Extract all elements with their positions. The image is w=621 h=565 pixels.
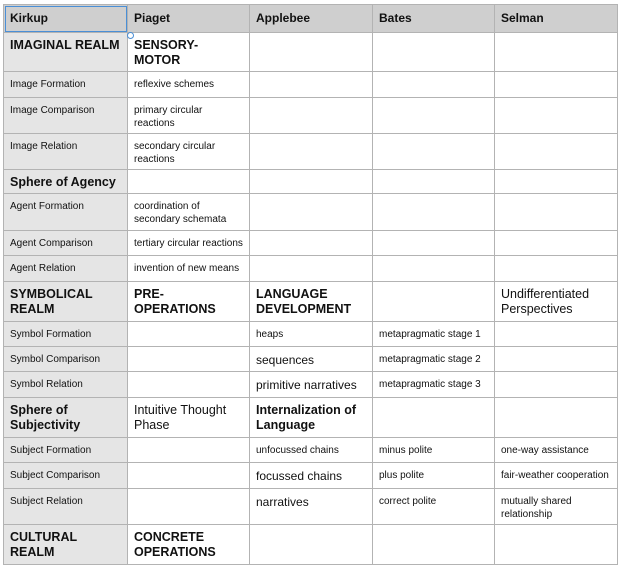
table-cell[interactable]: Image Comparison [4,98,128,134]
table-cell[interactable]: Image Formation [4,72,128,98]
header-row [4,5,618,33]
table-row [4,134,618,170]
header-kirkup[interactable]: Kirkup [4,5,128,33]
table-row [4,256,618,282]
table-cell[interactable] [495,347,618,372]
table-cell[interactable] [250,170,373,194]
table-cell[interactable] [495,134,618,170]
table-cell[interactable] [495,525,618,565]
table-cell[interactable]: Internalization of Language [250,398,373,438]
table-row [4,398,618,438]
header-applebee[interactable]: Applebee [250,5,373,33]
developmental-stages-table [3,4,618,565]
header-bates[interactable]: Bates [373,5,495,33]
table-cell[interactable]: heaps [250,322,373,347]
table-cell[interactable]: Subject Formation [4,438,128,463]
table-cell[interactable]: Symbol Relation [4,372,128,398]
table-cell[interactable]: correct polite [373,489,495,525]
table-cell[interactable] [495,33,618,72]
table-cell[interactable] [373,231,495,256]
table-row [4,282,618,322]
table-row [4,438,618,463]
table-row [4,170,618,194]
table-cell[interactable]: Agent Formation [4,194,128,231]
table-cell[interactable] [250,525,373,565]
table-cell[interactable] [250,256,373,282]
table-cell[interactable] [373,170,495,194]
table-cell[interactable]: invention of new means [128,256,250,282]
table-cell[interactable] [373,398,495,438]
table-row [4,322,618,347]
table-cell[interactable] [373,72,495,98]
table-row [4,489,618,525]
table-cell[interactable]: Symbol Comparison [4,347,128,372]
table-cell[interactable]: narratives [250,489,373,525]
table-cell[interactable]: metapragmatic stage 2 [373,347,495,372]
table-cell[interactable] [373,98,495,134]
table-row [4,33,618,72]
table-cell[interactable]: secondary circular reactions [128,134,250,170]
table-cell[interactable]: SENSORY-MOTOR [128,33,250,72]
spreadsheet-wrapper [3,4,618,565]
table-cell[interactable] [250,134,373,170]
table-cell[interactable] [128,438,250,463]
table-cell[interactable] [495,98,618,134]
table-cell[interactable] [250,194,373,231]
table-cell[interactable] [495,72,618,98]
table-cell[interactable]: unfocussed chains [250,438,373,463]
table-cell[interactable] [373,33,495,72]
table-cell[interactable]: minus polite [373,438,495,463]
header-selman[interactable]: Selman [495,5,618,33]
table-cell[interactable] [128,322,250,347]
table-cell[interactable] [128,347,250,372]
table-cell[interactable]: Symbol Formation [4,322,128,347]
table-row [4,194,618,231]
table-row [4,525,618,565]
table-row [4,98,618,134]
table-row [4,463,618,489]
table-cell[interactable] [250,98,373,134]
table-cell[interactable]: Undifferentiated Perspectives [495,282,618,322]
table-row [4,347,618,372]
table-cell[interactable]: IMAGINAL REALM [4,33,128,72]
table-cell[interactable] [495,231,618,256]
table-row [4,72,618,98]
table-cell[interactable]: CONCRETE OPERATIONS [128,525,250,565]
header-piaget[interactable]: Piaget [128,5,250,33]
table-cell[interactable] [373,525,495,565]
table-body [4,33,618,565]
table-cell[interactable]: Subject Relation [4,489,128,525]
table-cell[interactable] [495,398,618,438]
table-cell[interactable] [495,194,618,231]
table-cell[interactable]: metapragmatic stage 3 [373,372,495,398]
table-cell[interactable]: PRE-OPERATIONS [128,282,250,322]
table-cell[interactable]: sequences [250,347,373,372]
table-cell[interactable] [128,463,250,489]
table-cell[interactable] [128,170,250,194]
table-row [4,372,618,398]
table-cell[interactable] [495,170,618,194]
table-cell[interactable] [128,372,250,398]
table-cell[interactable]: reflexive schemes [128,72,250,98]
table-cell[interactable] [250,72,373,98]
table-cell[interactable]: Sphere of Agency [4,170,128,194]
table-cell[interactable] [373,282,495,322]
table-cell[interactable]: Agent Relation [4,256,128,282]
table-cell[interactable] [373,134,495,170]
table-cell[interactable] [495,256,618,282]
table-cell[interactable] [373,194,495,231]
table-cell[interactable] [495,322,618,347]
table-cell[interactable]: one-way assistance [495,438,618,463]
table-cell[interactable]: primary circular reactions [128,98,250,134]
table-cell[interactable]: LANGUAGE DEVELOPMENT [250,282,373,322]
table-cell[interactable]: Agent Comparison [4,231,128,256]
table-cell[interactable]: Subject Comparison [4,463,128,489]
table-cell[interactable]: primitive narratives [250,372,373,398]
table-cell[interactable]: Sphere of Subjectivity [4,398,128,438]
table-cell[interactable] [128,489,250,525]
table-cell[interactable] [250,231,373,256]
table-cell[interactable]: plus polite [373,463,495,489]
table-cell[interactable]: SYMBOLICAL REALM [4,282,128,322]
table-cell[interactable]: Intuitive Thought Phase [128,398,250,438]
table-cell[interactable]: focussed chains [250,463,373,489]
table-cell[interactable]: fair-weather cooperation [495,463,618,489]
table-cell[interactable]: CULTURAL REALM [4,525,128,565]
table-cell[interactable]: tertiary circular reactions [128,231,250,256]
table-cell[interactable] [250,33,373,72]
table-cell[interactable]: metapragmatic stage 1 [373,322,495,347]
table-cell[interactable] [373,256,495,282]
table-cell[interactable]: coordination of secondary schemata [128,194,250,231]
table-cell[interactable]: Image Relation [4,134,128,170]
table-cell[interactable]: mutually shared relationship [495,489,618,525]
table-cell[interactable] [495,372,618,398]
selection-handle[interactable] [127,32,134,39]
table-row [4,231,618,256]
